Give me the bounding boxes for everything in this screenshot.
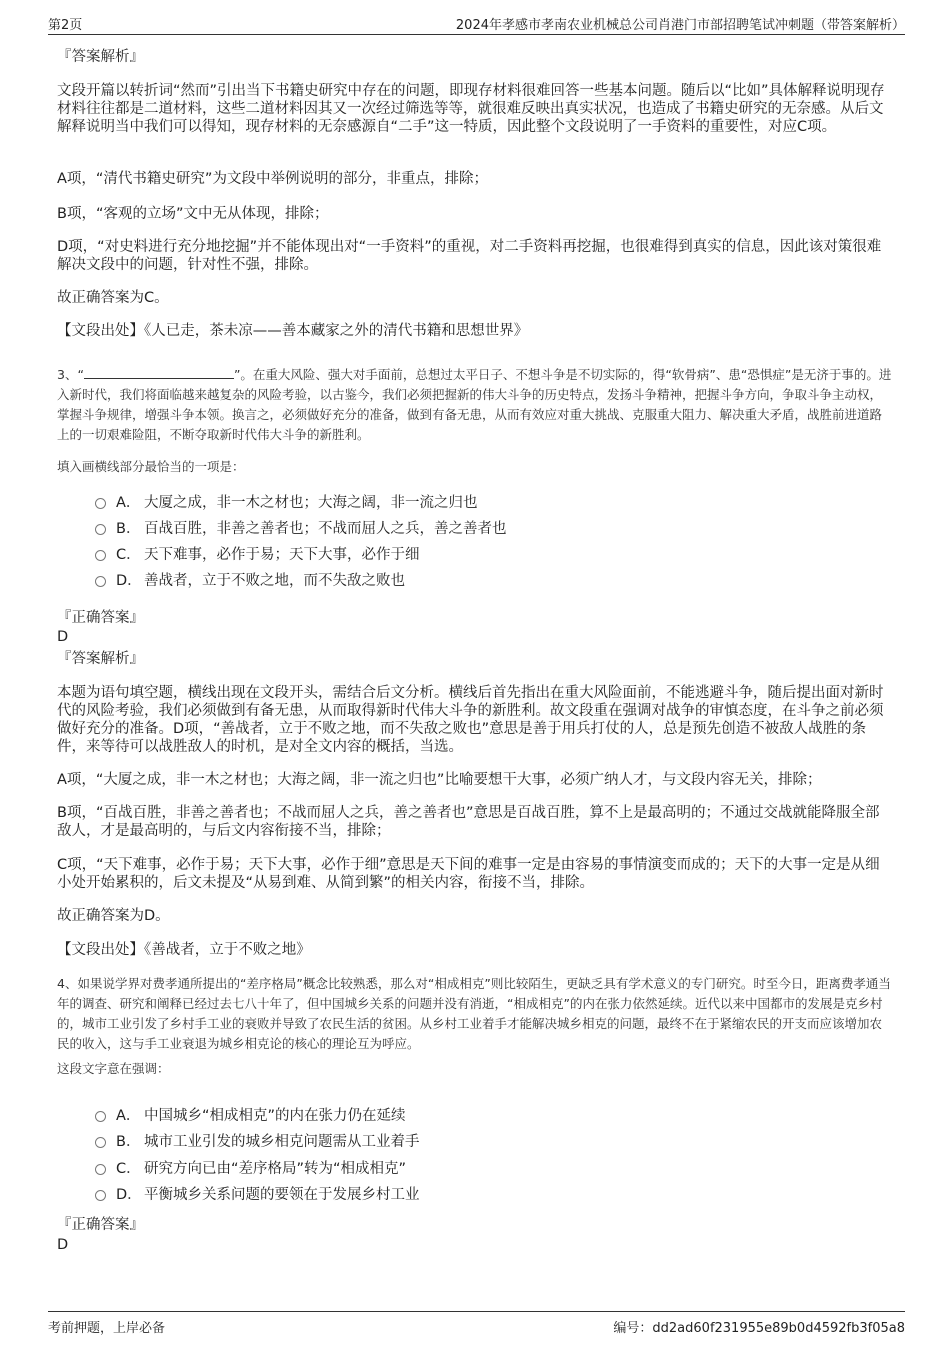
question-number: 3、“ [57,367,84,382]
answer-label: 『正确答案』 [57,1217,144,1233]
option-text: 百战百胜，非善之善者也；不战而屈人之兵，善之善者也 [144,520,507,537]
q4-option-a[interactable] [95,1104,406,1124]
footer-slogan: 考前押题，上岸必备 [48,1321,166,1336]
option-text: 大厦之成，非一木之材也；大海之阔，非一流之归也 [144,494,478,511]
question-text: 4、如果说学界对费孝通所提出的“差序格局”概念比较熟悉，那么对“相成相克”则比较陌生，更缺乏具有学术意义的专门研究。时至今日，距离费孝通当年的调查、研究和阐释已经过去七八十年了，但中国城乡关系的问题并没有消逝，“相成相克”的内在张力依然延续。近代以来中国都市的发展是克乡村的，城市工业引发了乡村手工业的衰败并导致了农民生活的贫困。从乡村工业着手才能解决城乡相克的问题，最终不在于紧缩农民的开支而应该增加农民的收入，这与手工业衰退为城乡相克论的核心的理论互为呼应。 [57,976,891,1051]
radio-icon[interactable] [95,524,106,535]
option-text: 天下难事，必作于易；天下大事，必作于细 [144,546,420,563]
q4-option-b[interactable] [95,1130,420,1150]
analysis-label: 『答案解析』 [57,651,144,667]
question-prompt: 填入画横线部分最恰当的一项是： [57,459,245,474]
source: 【文段出处】《善战者，立于不败之地》 [57,942,311,958]
option-letter: A． [116,1107,141,1124]
option-a-analysis: A项，“大厦之成，非一木之材也；大海之阔，非一流之归也”比喻要想干大事，必须广纳人才，与文段内容无关，排除； [57,772,822,788]
option-a-analysis: A项，“清代书籍史研究”为文段中举例说明的部分，非重点，排除； [57,171,488,187]
option-letter: A． [116,494,141,511]
option-letter: B． [116,1133,141,1150]
option-c-analysis: C项，“天下难事，必作于易；天下大事，必作于细”意思是天下间的难事一定是由容易的事情演变而成的；天下的大事一定是从细小处开始累积的，后文未提及“从易到难、从简到繁”的相关内容，衔接不当，排除。 [57,857,880,891]
analysis-label: 『答案解析』 [57,49,144,65]
option-letter: D． [116,1186,142,1203]
option-b-analysis: B项，“客观的立场”文中无从体现，排除； [57,206,329,222]
correct-answer: D [57,1237,69,1253]
conclusion: 故正确答案为D。 [57,908,170,924]
option-text: 中国城乡“相成相克”的内在张力仍在延续 [144,1107,406,1124]
radio-icon[interactable] [95,1137,106,1148]
analysis-paragraph: 本题为语句填空题，横线出现在文段开头，需结合后文分析。横线后首先指出在重大风险面前，不能逃避斗争，随后提出面对新时代的风险考验，我们必须做到有备无患，从而取得新时代伟大斗争的新胜利。故文段重在强调对战争的审慎态度，在斗争之前必须做好充分的准备。D项，“善战者，立于不败之地，而不失敌之败也”意思是善于用兵打仗的人，总是预先创造不被敌人战胜的条件，来等待可以战胜敌人的时机，是对全文内容的概括，当选。 [57,685,884,755]
fill-blank [84,366,234,379]
question-3-stem [57,365,892,445]
question-text: ”。在重大风险、强大对手面前，总想过太平日子、不想斗争是不切实际的，得“软骨病”、患“恐惧症”是无济于事的。进入新时代，我们将面临越来越复杂的风险考验，以古鉴今，我们必须把握新的伟大斗争的历史特点，发扬斗争精神，把握斗争方向，争取斗争主动权，掌握斗争规律，增强斗争本领。换言之，必须做好充分的准备，做到有备无患，从而有效应对重大挑战、克服重大阻力、解决重大矛盾，战胜前进道路上的一切艰难险阻，不断夺取新时代伟大斗争的新胜利。 [57,367,892,442]
code-label: 编号： [613,1321,653,1336]
analysis-paragraph: 文段开篇以转折词“然而”引出当下书籍史研究中存在的问题，即现存材料很难回答一些基本问题。随后以“比如”具体解释说明现存材料往往都是二道材料，这些二道材料因其又一次经过筛选等等，就很难反映出真实状况，也造成了书籍史研究的无奈感。从后文解释说明当中我们可以得知，现存材料的无奈感源自“二手”这一特质，因此整个文段说明了一手资料的重要性，对应C项。 [57,83,885,135]
document-title: 2024年孝感市孝南农业机械总公司肖港门市部招聘笔试冲刺题（带答案解析） [455,18,905,33]
radio-icon[interactable] [95,1190,106,1201]
radio-icon[interactable] [95,1164,106,1175]
conclusion: 故正确答案为C。 [57,290,169,306]
q2-analysis-label [57,48,892,66]
q3-option-c[interactable] [95,543,420,563]
option-letter: D． [116,572,142,589]
answer-label: 『正确答案』 [57,610,144,626]
option-letter: B． [116,520,141,537]
question-4-stem [57,974,892,1054]
page-header [48,14,905,35]
q4-option-d[interactable] [95,1183,420,1203]
q3-option-a[interactable] [95,491,478,511]
option-text: 平衡城乡关系问题的要领在于发展乡村工业 [144,1186,420,1203]
q4-option-c[interactable] [95,1157,406,1177]
option-letter: C． [116,546,141,563]
q2-analysis-text [57,82,892,136]
radio-icon[interactable] [95,550,106,561]
correct-answer: D [57,629,69,645]
option-d-analysis: D项，“对史料进行充分地挖掘”并不能体现出对“一手资料”的重视，对二手资料再挖掘，也很难得到真实的信息，因此该对策很难解决文段中的问题，针对性不强，排除。 [57,239,882,273]
radio-icon[interactable] [95,1111,106,1122]
radio-icon[interactable] [95,576,106,587]
code-value: dd2ad60f231955e89b0d4592fb3f05a8 [652,1321,905,1336]
page-footer [48,1311,905,1334]
q3-option-b[interactable] [95,517,507,537]
document-code [613,1317,905,1336]
option-b-analysis: B项，“百战百胜，非善之善者也；不战而屈人之兵，善之善者也”意思是百战百胜，算不上是最高明的；不通过交战就能降服全部敌人，才是最高明的，与后文内容衔接不当，排除； [57,805,880,839]
question-prompt: 这段文字意在强调： [57,1061,170,1076]
option-text: 城市工业引发的城乡相克问题需从工业着手 [144,1133,420,1150]
page-number: 第2页 [48,18,83,33]
option-letter: C． [116,1160,141,1177]
radio-icon[interactable] [95,498,106,509]
source: 【文段出处】《人已走，茶未凉——善本藏家之外的清代书籍和思想世界》 [57,323,529,339]
option-text: 善战者，立于不败之地，而不失敌之败也 [144,572,405,589]
option-text: 研究方向已由“差序格局”转为“相成相克” [144,1160,407,1177]
q3-option-d[interactable] [95,569,405,589]
